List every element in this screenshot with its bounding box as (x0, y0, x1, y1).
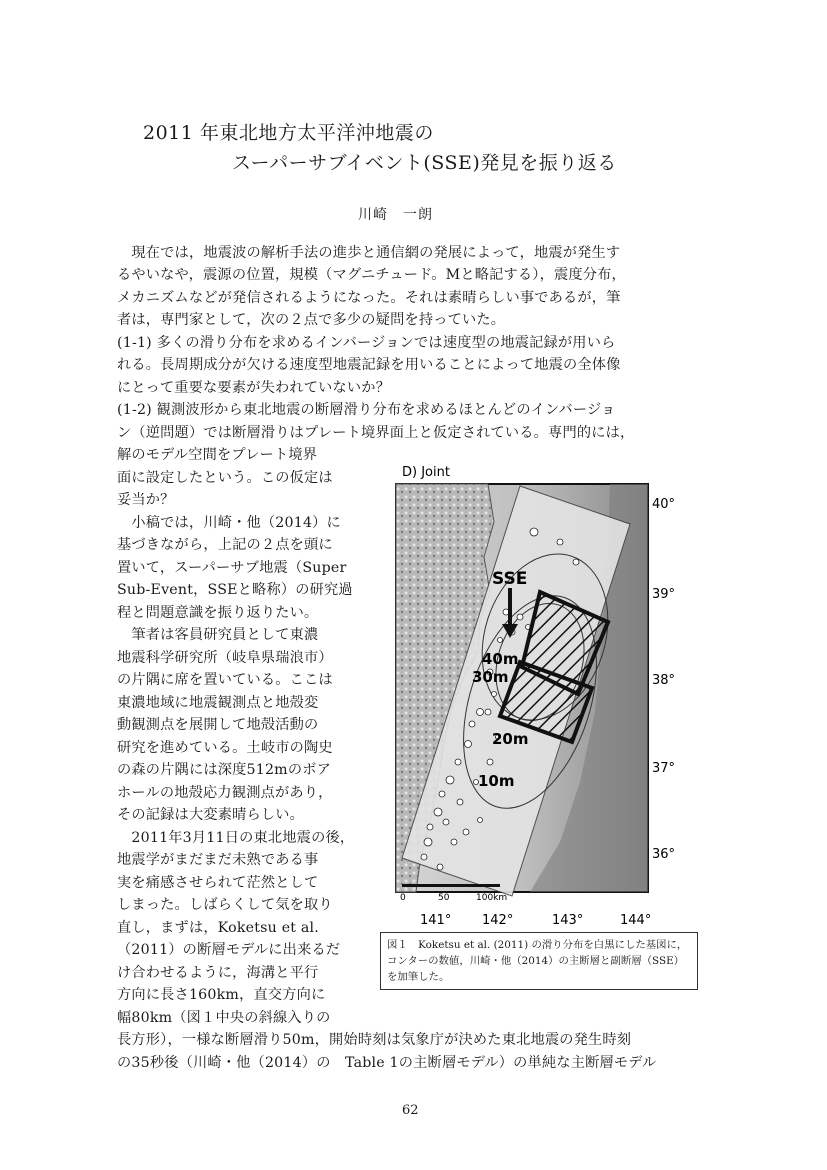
page-title-line2: スーパーサブイベント(SSE)発見を振り返る (232, 152, 617, 174)
latitude-label: 37° (652, 761, 676, 776)
sse-label: SSE (492, 569, 528, 589)
body-line: 地震学がまだまだ未熟である事 (117, 852, 319, 868)
contour-label-30m: 30m (472, 668, 509, 686)
body-line: 筆者は客員研究員として東濃 (117, 627, 319, 643)
scale-tick-label: 50 (438, 893, 450, 903)
body-line: ホールの地殻応力観測点があり， (117, 785, 333, 801)
body-line: 長方形），一様な断層滑り50m，開始時刻は気象庁が決めた東北地震の発生時刻 (117, 1032, 632, 1048)
contour-label-20m: 20m (492, 730, 529, 748)
body-line: （2011）の断層モデルに出来るだ (117, 942, 341, 958)
figure-panel-title: D) Joint (402, 465, 450, 480)
scale-tick-label: 100km (476, 893, 508, 903)
body-line: 小稿では，川崎・他（2014）に (117, 515, 341, 531)
longitude-label: 143° (552, 913, 584, 928)
body-line: 面に設定したという。この仮定は (117, 470, 333, 486)
caption-line: コンターの数値，川崎・他（2014）の主断層と副断層（SSE） (387, 955, 685, 967)
body-line: Sub-Event，SSEと略称）の研究過 (117, 582, 353, 598)
longitude-label: 144° (620, 913, 652, 928)
body-line: 妥当か？ (117, 492, 175, 508)
figure-caption (380, 932, 698, 990)
body-line: その記録は大変素晴らしい。 (117, 807, 305, 823)
latitude-label: 38° (652, 673, 676, 688)
body-line: にとって重要な要素が失われていないか？ (117, 380, 391, 396)
body-line: 動観測点を展開して地殻活動の (117, 717, 319, 733)
body-line: しまった。しばらくして気を取り (117, 897, 333, 913)
body-line: (1-2) 観測波形から東北地震の断層滑り分布を求めるほとんどのインバージョ (117, 402, 616, 418)
figure-map (380, 462, 700, 932)
body-line: 程と問題意識を振り返りたい。 (117, 605, 319, 621)
scale-bar (402, 884, 500, 887)
page-title-line1: 2011 年東北地方太平洋沖地震の (143, 122, 434, 144)
map-svg (380, 462, 700, 932)
latitude-label: 36° (652, 847, 676, 862)
body-line: れる。長周期成分が欠ける速度型地震記録を用いることによって地震の全体像 (117, 357, 621, 373)
longitude-label: 141° (420, 913, 452, 928)
body-line: の片隅に席を置いている。ここは (117, 672, 333, 688)
body-line: の森の片隅には深度512mのボア (117, 762, 331, 778)
body-line: (1-1) 多くの滑り分布を求めるインバージョンでは速度型の地震記録が用いら (117, 335, 616, 351)
body-line: 実を痛感させられて茫然として (117, 875, 319, 891)
contour-label-10m: 10m (478, 772, 515, 790)
body-line: 2011年3月11日の東北地震の後， (117, 830, 355, 846)
body-line: け合わせるように，海溝と平行 (117, 965, 319, 981)
body-line: 東濃地域に地震観測点と地殻変 (117, 695, 319, 711)
body-line: ン（逆問題）では断層滑りはプレート境界面上と仮定されている。専門的には， (117, 425, 635, 441)
body-line: るやいなや，震源の位置，規模（マグニチュード。Mと略記する），震度分布， (117, 267, 626, 283)
body-line: 基づきながら，上記の２点を頭に (117, 537, 333, 553)
body-line: 現在では，地震波の解析手法の進歩と通信網の発展によって，地震が発生す (117, 245, 621, 261)
body-line: メカニズムなどが発信されるようになった。それは素晴らしい事であるが，筆 (117, 290, 621, 306)
caption-line: 図１ Koketsu et al. (2011) の滑り分布を白黒にした基図に， (387, 939, 688, 951)
longitude-label: 142° (482, 913, 514, 928)
page-number: 62 (402, 1103, 419, 1118)
body-line: 者は，専門家として，次の２点で多少の疑問を持っていた。 (117, 312, 506, 328)
caption-line: を加筆した。 (387, 971, 450, 983)
body-line: 置いて，スーパーサブ地震（Super (117, 560, 347, 576)
author: 川崎 一朗 (358, 207, 433, 223)
body-line: 解のモデル空間をプレート境界 (117, 447, 318, 463)
scale-tick-label: 0 (400, 893, 406, 903)
contour-label-40m: 40m (482, 650, 519, 668)
latitude-label: 40° (652, 497, 676, 512)
body-line: 地震科学研究所（岐阜県瑞浪市） (117, 650, 333, 666)
body-line: 研究を進めている。土岐市の陶史 (117, 740, 333, 756)
body-line: 幅80km（図１中央の斜線入りの (117, 1010, 331, 1026)
body-line: の35秒後（川崎・他（2014）の Table 1の主断層モデル）の単純な主断層モデル (117, 1055, 657, 1071)
latitude-label: 39° (652, 587, 676, 602)
body-line: 方向に長さ160km，直交方向に (117, 987, 326, 1003)
body-line: 直し，まずは，Koketsu et al. (117, 920, 320, 936)
